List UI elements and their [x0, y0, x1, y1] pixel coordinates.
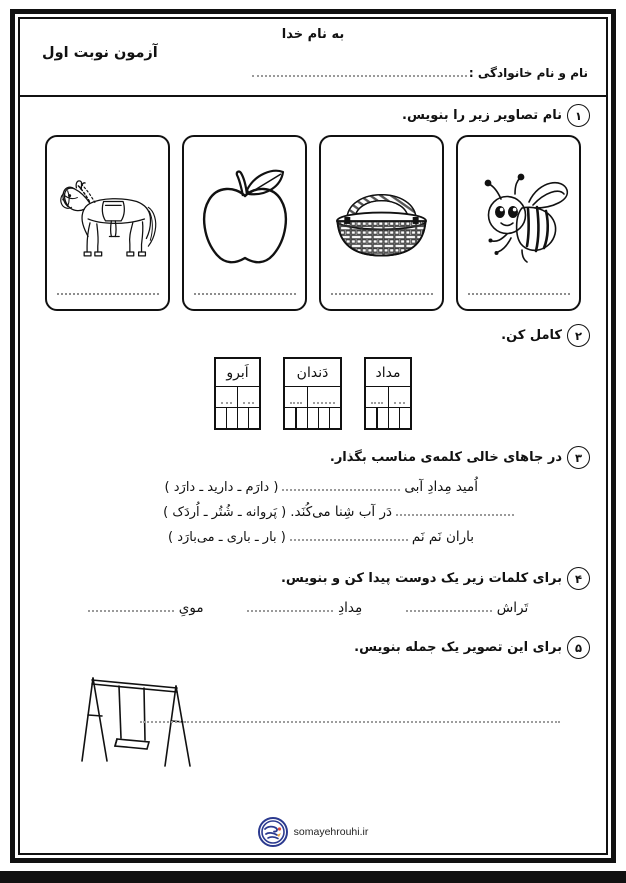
table-cell[interactable] [249, 408, 261, 430]
word-table-medad [364, 357, 412, 430]
footer-credit [20, 817, 606, 847]
word-mooye: مویِ [178, 600, 204, 616]
question-5-header [36, 636, 590, 659]
table-cell[interactable] [227, 408, 238, 430]
table-cell[interactable] [215, 387, 238, 408]
somayeh-rouhi-logo-icon [258, 817, 288, 847]
fill-in-sentences [36, 479, 590, 545]
horse-drawing [55, 146, 160, 289]
question-4-number: ۴ [567, 567, 590, 590]
question-3-number: ۳ [567, 446, 590, 469]
picture-cards-row [36, 135, 590, 311]
picture-card-apple [182, 135, 307, 311]
question-3-text: در جاهای خالی کلمه‌ی مناسب بگذار. [329, 450, 562, 465]
word-pair-medad [247, 600, 362, 616]
table-cell[interactable] [297, 408, 308, 430]
question-4-text: برای کلمات زیر یک دوست پیدا کن و بنویس. [280, 571, 562, 586]
word-pair-mooye [88, 600, 204, 616]
page-inner-frame [18, 17, 608, 855]
table-cell[interactable] [389, 387, 412, 408]
footer-site-url: somayehrouhi.ir [293, 826, 369, 838]
table-cell-dash[interactable] [377, 408, 378, 430]
question-2-block [20, 311, 606, 430]
question-2-number: ۲ [567, 324, 590, 347]
sentence-3-options: ( بار ـ باری ـ می‌بارَد ) [167, 530, 286, 545]
apple-drawing [192, 146, 297, 289]
student-name-label: نام و نام خانوادگی : [468, 66, 588, 80]
page-bottom-bar [0, 871, 626, 883]
sentence-2-after: دَر آب شِنا می‌کُنَد. [290, 504, 392, 520]
sentence-1-blank[interactable] [282, 480, 400, 491]
word-tables-row [36, 357, 590, 430]
page-border-frame [10, 9, 616, 863]
bismillah-text: به نام خدا [281, 27, 345, 42]
basket-drawing [329, 146, 434, 289]
table-cell[interactable] [365, 408, 377, 430]
question-1-text: نام تصاویر زیر را بنویس. [402, 108, 562, 123]
word-table-abru [214, 357, 261, 430]
sentence-1 [165, 479, 478, 495]
student-name-field[interactable] [252, 66, 588, 80]
question-1-block [20, 97, 606, 311]
sentence-3-before: باران نَم نَم [411, 529, 474, 545]
word-pair-tarash [406, 600, 528, 616]
question-5-block [20, 616, 606, 771]
picture-card-bee [456, 135, 581, 311]
question-4-block [20, 545, 606, 616]
exam-title: آزمون نوبت اول [42, 45, 158, 61]
word-medad: مِدادِ [338, 600, 363, 616]
table-cell[interactable] [365, 387, 389, 408]
question-2-text: کامل کن. [501, 328, 562, 343]
question-2-header [36, 324, 590, 347]
word-table-dandan [283, 357, 342, 430]
table-cell[interactable] [330, 408, 342, 430]
word-tarash: تَراش [496, 600, 529, 616]
question-1-header [36, 104, 590, 127]
worksheet-content [20, 19, 606, 853]
word-table-dandan-header: دَندان [284, 358, 341, 387]
table-cell[interactable] [284, 387, 308, 408]
basket-answer-line[interactable] [331, 289, 433, 295]
bee-drawing [466, 146, 571, 289]
word-table-medad-header: مداد [365, 358, 411, 387]
word-tarash-answer-line[interactable] [406, 601, 492, 612]
student-name-input-line[interactable] [252, 66, 467, 77]
question-5-area [36, 667, 590, 771]
sentence-2 [163, 504, 514, 520]
question-3-block [20, 430, 606, 545]
table-cell[interactable] [400, 408, 412, 430]
question-1-number: ۱ [567, 104, 590, 127]
apple-answer-line[interactable] [194, 289, 296, 295]
sentence-3-blank[interactable] [290, 530, 408, 541]
word-mooye-answer-line[interactable] [88, 601, 174, 612]
table-cell[interactable] [308, 387, 342, 408]
table-cell[interactable] [215, 408, 227, 430]
table-cell[interactable] [284, 408, 296, 430]
table-cell[interactable] [308, 408, 319, 430]
word-medad-answer-line[interactable] [247, 601, 333, 612]
table-cell[interactable] [378, 408, 389, 430]
sentence-1-options: ( دارَم ـ دارید ـ دارَد ) [164, 480, 279, 495]
sentence-3 [168, 529, 474, 545]
horse-answer-line[interactable] [57, 289, 159, 295]
question-3-header [36, 446, 590, 469]
sentence-2-options: ( پَروانه ـ شُتُر ـ اُردَک ) [163, 505, 287, 520]
question-4-header [36, 567, 590, 590]
word-table-abru-header: اَبرو [215, 358, 260, 387]
table-cell[interactable] [319, 408, 330, 430]
table-cell[interactable] [238, 408, 249, 430]
question-5-text: برای این تصویر یک جمله بنویس. [354, 640, 562, 655]
picture-card-basket [319, 135, 444, 311]
worksheet-header [20, 19, 606, 97]
question-5-number: ۵ [567, 636, 590, 659]
sentence-2-blank[interactable] [396, 505, 514, 516]
word-friend-row [36, 600, 590, 616]
sentence-1-before: اُمید مِدادِ آبی [404, 479, 478, 495]
table-cell[interactable] [238, 387, 261, 408]
bee-answer-line[interactable] [468, 289, 570, 295]
question-5-answer-line[interactable] [140, 719, 560, 723]
table-cell-dash[interactable] [296, 408, 297, 430]
picture-card-horse [45, 135, 170, 311]
table-cell[interactable] [389, 408, 400, 430]
